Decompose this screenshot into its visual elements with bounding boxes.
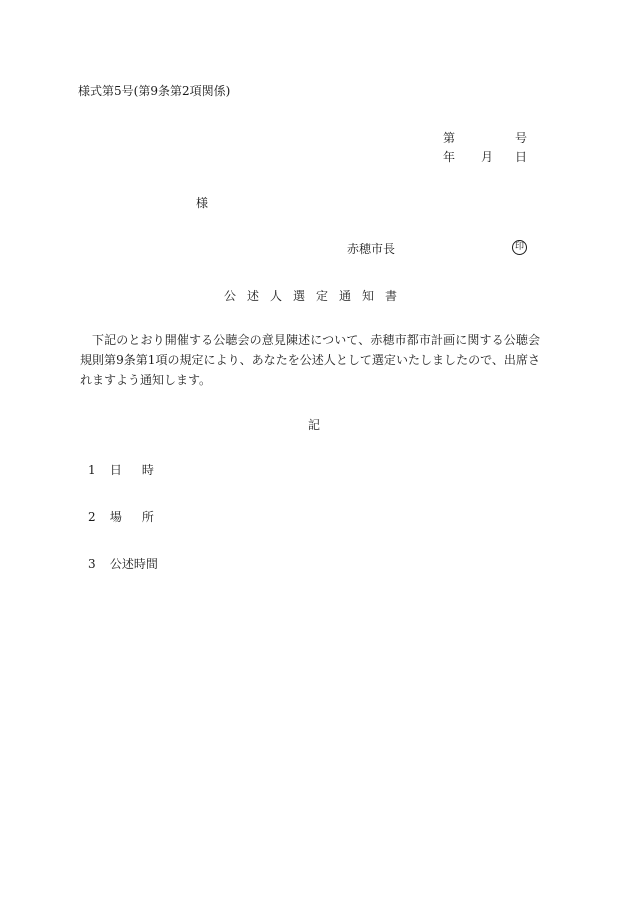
item-datetime: [88, 463, 174, 477]
reference-number-suffix: 号: [515, 131, 528, 145]
item-label: 日時: [109, 463, 174, 477]
item-statement-time: [88, 557, 158, 571]
notice-body-text: 下記のとおり開催する公聴会の意見陳述について、赤穂市都市計画に関する公聴会規則第9条第1項の規定により、あなたを公述人として選定いたしましたので、出席されますよう通知します。: [80, 333, 540, 387]
item-number: 3: [88, 557, 96, 571]
item-number: 2: [88, 510, 96, 524]
addressee-honorific: 様: [196, 196, 209, 210]
date-year-label: 年: [443, 150, 456, 164]
item-label: 公述時間: [109, 557, 158, 571]
item-number: 1: [88, 463, 96, 477]
seal-mark: 印: [512, 240, 527, 255]
ki-heading: 記: [308, 418, 321, 432]
reference-number-prefix: 第: [443, 131, 456, 145]
issuer-name: 赤穂市長: [347, 242, 396, 256]
date-month-label: 月: [481, 150, 494, 164]
date-day-label: 日: [515, 150, 528, 164]
item-label: 場所: [109, 510, 174, 524]
form-number-label: 様式第5号(第9条第2項関係): [78, 84, 231, 98]
item-place: [88, 510, 174, 524]
document-title: 公述人選定通知書: [224, 289, 409, 303]
